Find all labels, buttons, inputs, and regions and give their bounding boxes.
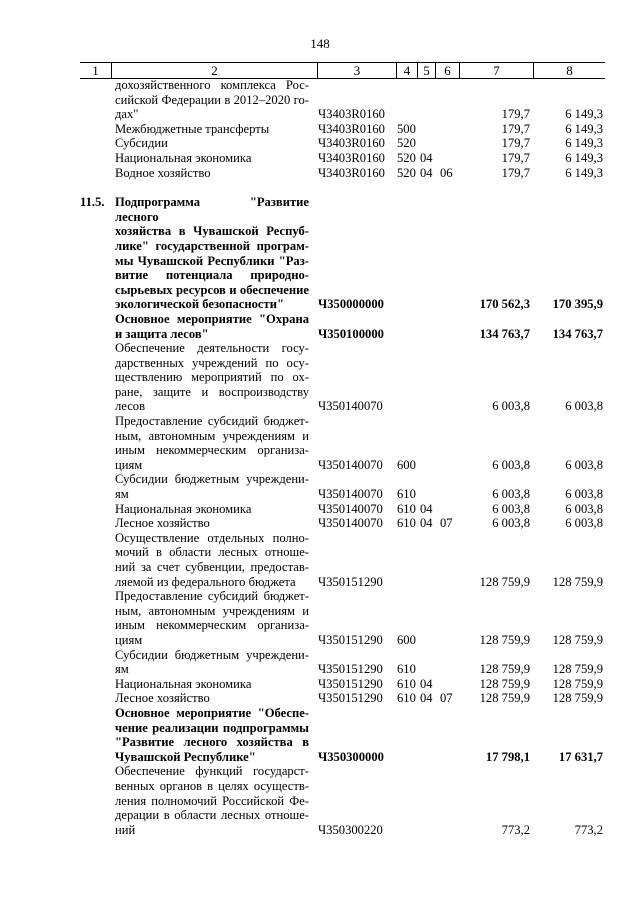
row-code: Ч3403R0160 (318, 150, 385, 165)
row-value-2: 128 759,9 (552, 676, 603, 691)
row-name-line: Основное мероприятие "Обеспе- (115, 705, 309, 720)
table-row (0, 312, 640, 341)
table-row (0, 151, 640, 166)
header-col-3: 3 (317, 63, 396, 78)
row-name (115, 166, 309, 181)
row-code: Ч3403R0160 (318, 165, 385, 180)
row-value-2: 6 149,3 (565, 136, 603, 151)
row-value-1: 170 562,3 (479, 297, 530, 312)
row-value-1: 134 763,7 (479, 326, 530, 341)
row-code: Ч350140070 (318, 457, 383, 472)
row-value-1: 128 759,9 (479, 574, 530, 589)
row-name (115, 312, 309, 341)
row-value-1: 179,7 (501, 165, 530, 180)
row-vr: 600 (397, 457, 416, 472)
row-name-line: ществлению мероприятий по ох- (115, 370, 309, 385)
header-col-4: 4 (396, 63, 417, 78)
row-value-2: 170 395,9 (552, 297, 603, 312)
row-value-2: 6 003,8 (565, 501, 603, 516)
header-col-7: 7 (459, 63, 533, 78)
row-vr: 610 (397, 501, 416, 516)
row-name-line: чение реализации подпрограммы (115, 720, 309, 735)
row-name (115, 516, 309, 531)
table-row (0, 414, 640, 472)
row-name-line: Национальная экономика (115, 676, 252, 691)
row-name-line: ным, автономным учреждениям и (115, 428, 309, 443)
row-vr: 610 (397, 691, 416, 706)
row-code: Ч350140070 (318, 487, 383, 502)
row-value-2: 6 003,8 (565, 516, 603, 531)
row-value-2: 6 003,8 (565, 487, 603, 502)
row-name (115, 341, 309, 414)
row-code: Ч350100000 (318, 326, 384, 341)
row-value-2: 128 759,9 (552, 691, 603, 706)
row-name-line: сырьевых ресурсов и обеспечение (115, 282, 309, 297)
table-row (0, 648, 640, 677)
row-name-line: ране, защите и воспроизводству (115, 384, 309, 399)
row-name (115, 677, 309, 692)
row-name-line: Национальная экономика (115, 150, 252, 165)
row-name (115, 122, 309, 137)
row-name-line: ям (115, 662, 129, 677)
row-name-line: дерации в области лесных отноше- (115, 808, 309, 823)
row-value-1: 6 003,8 (492, 457, 530, 472)
row-name-line: мы Чувашской Республики "Раз- (115, 253, 309, 268)
row-name-line: мочий в области лесных отноше- (115, 545, 309, 560)
row-value-2: 134 763,7 (552, 326, 603, 341)
row-name (115, 195, 309, 312)
row-value-1: 179,7 (501, 150, 530, 165)
row-value-1: 128 759,9 (479, 676, 530, 691)
row-value-2: 6 003,8 (565, 399, 603, 414)
row-name-line: ления полномочий Российской Фе- (115, 793, 309, 808)
row-code: Ч350140070 (318, 399, 383, 414)
row-name-line: дохозяйственного комплекса Рос- (115, 78, 309, 92)
row-name-line: Обеспечение деятельности госу- (115, 341, 309, 356)
table-row (0, 516, 640, 531)
table-row (0, 78, 640, 122)
row-name-line: Осуществление отдельных полно- (115, 530, 309, 545)
row-rz: 04 (420, 165, 433, 180)
table-row (0, 502, 640, 517)
row-name-line: "Развитие лесного хозяйства в (115, 735, 309, 750)
row-name-line: Водное хозяйство (115, 165, 211, 180)
row-vr: 520 (397, 165, 416, 180)
row-value-1: 128 759,9 (479, 691, 530, 706)
row-value-1: 179,7 (501, 136, 530, 151)
row-name-line: дах" (115, 107, 139, 122)
row-name (115, 151, 309, 166)
row-name (115, 78, 309, 122)
row-value-2: 128 759,9 (552, 662, 603, 677)
row-name (115, 589, 309, 647)
row-name-line: Чувашской Республике" (115, 749, 256, 764)
row-name-line: витие потенциала природно- (115, 268, 309, 283)
table-row (0, 341, 640, 414)
row-name-line: Лесное хозяйство (115, 516, 210, 531)
row-code: Ч350151290 (318, 574, 383, 589)
row-name-line: и защита лесов" (115, 326, 209, 341)
row-rz: 04 (420, 501, 433, 516)
row-name-line: Национальная экономика (115, 501, 252, 516)
row-rz: 04 (420, 150, 433, 165)
row-code: Ч3403R0160 (318, 107, 385, 122)
header-col-5: 5 (417, 63, 435, 78)
row-rz: 04 (420, 691, 433, 706)
row-name-line: дарственных учреждений по осу- (115, 355, 309, 370)
table-row (0, 589, 640, 647)
row-code: Ч3403R0160 (318, 121, 385, 136)
row-rz: 04 (420, 516, 433, 531)
row-name-line: венных органов в целях осуществ- (115, 778, 309, 793)
row-value-2: 773,2 (574, 822, 603, 837)
row-code: Ч350151290 (318, 676, 383, 691)
row-vr: 520 (397, 136, 416, 151)
row-value-1: 773,2 (501, 822, 530, 837)
table-row (0, 122, 640, 137)
row-name-line: Предоставление субсидий бюджет- (115, 589, 309, 604)
row-name-line: циям (115, 632, 143, 647)
row-value-2: 6 149,3 (565, 165, 603, 180)
row-vr: 610 (397, 516, 416, 531)
row-code: Ч350151290 (318, 632, 383, 647)
row-name-line: Субсидии (115, 136, 168, 151)
row-vr: 500 (397, 121, 416, 136)
row-code: Ч3403R0160 (318, 136, 385, 151)
row-rz: 04 (420, 676, 433, 691)
table-row (0, 764, 640, 837)
row-vr: 600 (397, 632, 416, 647)
row-name-line: Субсидии бюджетным учреждени- (115, 647, 309, 662)
row-pr: 07 (440, 691, 453, 706)
row-name (115, 502, 309, 517)
row-vr: 610 (397, 487, 416, 502)
row-code: Ч350140070 (318, 501, 383, 516)
row-vr: 520 (397, 150, 416, 165)
header-col-2: 2 (111, 63, 317, 78)
row-value-1: 128 759,9 (479, 632, 530, 647)
row-pr: 06 (440, 165, 453, 180)
table-row (0, 195, 640, 312)
row-name-line: лесов (115, 399, 146, 414)
table-header (80, 62, 605, 79)
row-name-line: Подпрограмма "Развитие лесного (115, 195, 309, 224)
row-name-line: сийской Федерации в 2012–2020 го- (115, 92, 309, 107)
header-col-8: 8 (533, 63, 605, 78)
row-code: Ч350151290 (318, 662, 383, 677)
row-value-1: 6 003,8 (492, 501, 530, 516)
table-row (0, 531, 640, 589)
row-name-line: Межбюджетные трансферты (115, 121, 270, 136)
row-value-2: 6 149,3 (565, 150, 603, 165)
row-name-line: Обеспечение функций государст- (115, 764, 309, 779)
table-row (0, 136, 640, 151)
row-value-2: 6 003,8 (565, 457, 603, 472)
row-name-line: ний (115, 822, 136, 837)
row-vr: 610 (397, 676, 416, 691)
row-value-2: 128 759,9 (552, 632, 603, 647)
row-value-1: 6 003,8 (492, 516, 530, 531)
row-name (115, 414, 309, 472)
row-code: Ч350151290 (318, 691, 383, 706)
row-value-1: 128 759,9 (479, 662, 530, 677)
page-number: 148 (310, 36, 330, 51)
row-value-2: 6 149,3 (565, 107, 603, 122)
row-name-line: лике" государственной програм- (115, 238, 309, 253)
row-code: Ч350000000 (318, 297, 384, 312)
row-code: Ч350300220 (318, 822, 383, 837)
row-vr: 610 (397, 662, 416, 677)
table-row (0, 472, 640, 501)
row-name-line: Предоставление субсидий бюджет- (115, 414, 309, 429)
row-value-2: 17 631,7 (558, 749, 603, 764)
table-row (0, 166, 640, 181)
row-name-line: Основное мероприятие "Охрана (115, 311, 309, 326)
table-row (0, 706, 640, 764)
row-name (115, 531, 309, 589)
row-value-1: 6 003,8 (492, 399, 530, 414)
row-name (115, 472, 309, 501)
row-pr: 07 (440, 516, 453, 531)
row-value-1: 179,7 (501, 121, 530, 136)
row-name-line: циям (115, 457, 143, 472)
row-name-line: ям (115, 487, 129, 502)
row-code: Ч350300000 (318, 749, 384, 764)
row-name-line: Лесное хозяйство (115, 691, 210, 706)
row-name-line: иным некоммерческим организа- (115, 443, 309, 458)
row-value-1: 179,7 (501, 107, 530, 122)
row-name (115, 764, 309, 837)
row-name (115, 691, 309, 706)
header-col-1: 1 (92, 63, 99, 78)
row-name (115, 648, 309, 677)
header-col-6: 6 (435, 63, 459, 78)
row-name-line: ний за счет субвенции, предостав- (115, 560, 309, 574)
row-value-2: 128 759,9 (552, 574, 603, 589)
row-code: Ч350140070 (318, 516, 383, 531)
row-name-line: экологической безопасности" (115, 297, 284, 312)
row-number: 11.5. (80, 195, 105, 210)
row-value-2: 6 149,3 (565, 121, 603, 136)
row-value-1: 17 798,1 (485, 749, 530, 764)
table-row (0, 677, 640, 692)
row-name-line: хозяйства в Чувашской Респуб- (115, 224, 309, 239)
row-name (115, 706, 309, 764)
row-value-1: 6 003,8 (492, 487, 530, 502)
row-name (115, 136, 309, 151)
row-name-line: ляемой из федерального бюджета (115, 574, 296, 589)
row-name-line: ным, автономным учреждениям и (115, 603, 309, 618)
row-name-line: иным некоммерческим организа- (115, 618, 309, 633)
row-name-line: Субсидии бюджетным учреждени- (115, 472, 309, 487)
table-row (0, 691, 640, 706)
budget-table-body (0, 78, 640, 837)
